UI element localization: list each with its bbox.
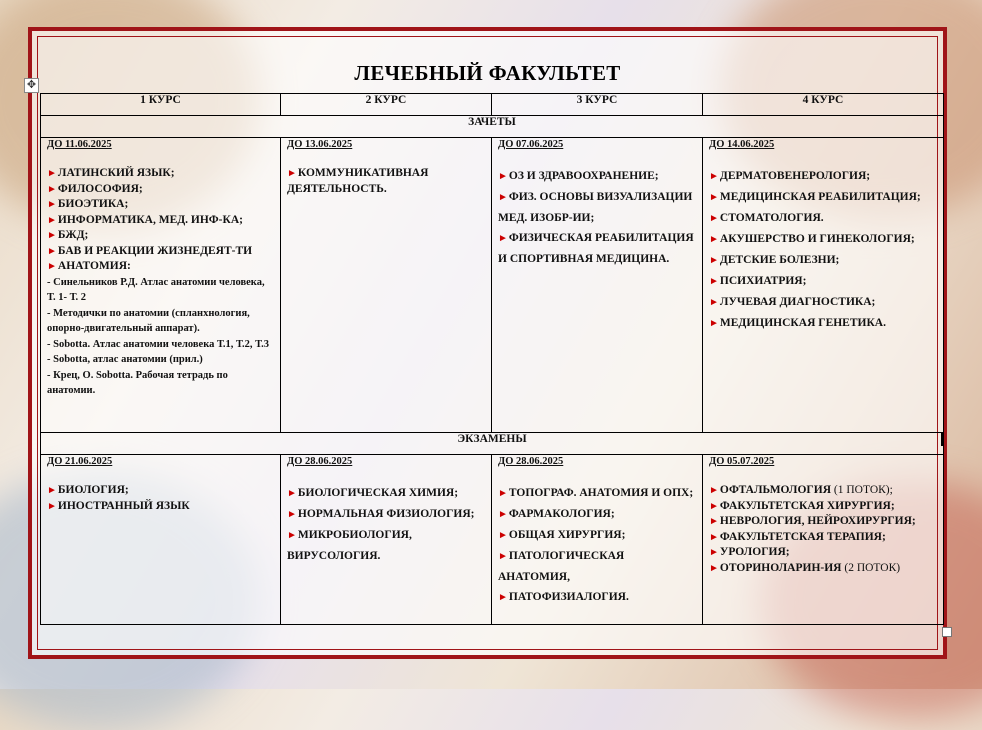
list-item (709, 499, 937, 515)
subject-name: АКУШЕРСТВО И ГИНЕКОЛОГИЯ; (719, 233, 915, 245)
subject-list (498, 483, 696, 608)
triangle-right-icon: ► (287, 509, 297, 520)
deadline-date: ДО 28.06.2025 (498, 456, 564, 467)
anatomy-reference: - Sobotta, атлас анатомии (прил.) (47, 354, 203, 365)
list-item (498, 525, 696, 546)
subject-name: ФИЛОСОФИЯ; (57, 182, 143, 195)
triangle-right-icon: ► (709, 531, 719, 543)
subject-name: БИОЭТИКА; (57, 198, 129, 210)
list-item (47, 483, 274, 499)
schedule-cell (703, 138, 944, 433)
triangle-right-icon: ► (498, 530, 508, 541)
list-item (709, 530, 937, 546)
list-item (287, 504, 485, 525)
subject-name: МИКРОБИОЛОГИЯ, ВИРУСОЛОГИЯ. (287, 529, 412, 562)
schedule-cell (41, 455, 281, 625)
list-item (47, 166, 274, 182)
list-item (287, 166, 485, 197)
subject-name: НЕВРОЛОГИЯ, НЕЙРОХИРУРГИЯ; (719, 515, 916, 527)
triangle-right-icon: ► (709, 255, 719, 266)
list-item (709, 250, 937, 271)
subject-name: МЕДИЦИНСКАЯ РЕАБИЛИТАЦИЯ; (719, 191, 921, 203)
list-item (47, 213, 274, 229)
subject-list (47, 483, 274, 514)
subject-name: ОФТАЛЬМОЛОГИЯ (719, 484, 832, 496)
subject-name: ДЕТСКИЕ БОЛЕЗНИ; (719, 254, 840, 266)
course-header-row (41, 94, 944, 116)
list-item (47, 182, 274, 198)
page-title: ЛЕЧЕБНЫЙ ФАКУЛЬТЕТ (354, 61, 621, 85)
exams-row (41, 455, 944, 625)
triangle-right-icon: ► (47, 230, 57, 241)
list-item (498, 587, 696, 608)
triangle-right-icon: ► (498, 171, 508, 182)
triangle-right-icon: ► (709, 213, 719, 224)
subject-name: ОТОРИНОЛАРИН-ИЯ (719, 561, 842, 574)
subject-name: МЕДИЦИНСКАЯ ГЕНЕТИКА. (719, 317, 886, 329)
subject-name: ДЕРМАТОВЕНЕРОЛОГИЯ; (719, 170, 871, 182)
list-item (47, 197, 274, 213)
subject-name: ЛАТИНСКИЙ ЯЗЫК; (57, 167, 175, 179)
move-icon[interactable]: ✥ (24, 78, 39, 93)
triangle-right-icon: ► (47, 183, 57, 195)
list-item (498, 166, 696, 187)
list-item (709, 292, 937, 313)
anatomy-reference: - Sobotta. Атлас анатомии человека Т.1, Т.2, Т.3 (47, 338, 269, 350)
section-title-credits: ЗАЧЕТЫ (41, 116, 944, 138)
list-item (287, 525, 485, 566)
subject-name: ФИЗИЧЕСКАЯ РЕАБИЛИТАЦИЯ И СПОРТИВНАЯ МЕДИЦИНА. (498, 232, 694, 265)
row-marker (941, 432, 943, 446)
triangle-right-icon: ► (498, 233, 508, 244)
triangle-right-icon: ► (498, 509, 508, 520)
subject-note: (1 ПОТОК); (831, 484, 893, 496)
list-item (498, 187, 696, 228)
subject-name: ПАТОФИЗИАЛОГИЯ. (508, 591, 629, 603)
subject-name: БАВ И РЕАКЦИИ ЖИЗНЕДЕЯТ-ТИ (57, 244, 253, 257)
subject-name: КОММУНИКАТИВНАЯ ДЕЯТЕЛЬНОСТЬ. (287, 167, 429, 195)
triangle-right-icon: ► (498, 551, 508, 562)
subject-list (709, 166, 937, 334)
subject-list (498, 166, 696, 269)
list-item (498, 483, 696, 504)
list-item (47, 244, 274, 260)
anatomy-reference: - Синельников Р.Д. Атлас анатомии человека, Т. 1- Т. 2 (47, 276, 265, 303)
anatomy-reference: - Методички по анатомии (спланхнология, опорно-двигательный аппарат). (47, 307, 250, 334)
triangle-right-icon: ► (709, 276, 719, 287)
triangle-right-icon: ► (709, 485, 719, 496)
triangle-right-icon: ► (498, 488, 508, 499)
section-row-exams (41, 433, 944, 455)
schedule-cell (703, 455, 944, 625)
list-item (709, 271, 937, 292)
schedule-cell (492, 455, 703, 625)
triangle-right-icon: ► (709, 192, 719, 203)
subject-name: УРОЛОГИЯ; (719, 546, 790, 558)
subject-name: ЛУЧЕВАЯ ДИАГНОСТИКА; (719, 296, 876, 308)
subject-name: ИНФОРМАТИКА, МЕД. ИНФ-КА; (57, 213, 243, 226)
subject-name: СТОМАТОЛОГИЯ. (719, 212, 824, 224)
subject-note: (2 ПОТОК) (841, 561, 901, 574)
subject-name: ПСИХИАТРИЯ; (719, 275, 807, 287)
triangle-right-icon: ► (47, 199, 57, 210)
credits-row (41, 138, 944, 433)
schedule-cell (41, 138, 281, 433)
triangle-right-icon: ► (709, 234, 719, 245)
list-item (47, 259, 274, 275)
triangle-right-icon: ► (709, 500, 719, 512)
list-item (498, 504, 696, 525)
list-item (47, 499, 274, 515)
deadline-date: ДО 14.06.2025 (709, 139, 775, 150)
course-header: 2 КУРС (281, 94, 492, 116)
subject-name: ФАКУЛЬТЕТСКАЯ ХИРУРГИЯ; (719, 499, 895, 512)
anatomy-reference: - Крец, О. Sobotta. Рабочая тетрадь по анатомии. (47, 369, 228, 396)
subject-name: ОЗ И ЗДРАВООХРАНЕНИЕ; (508, 170, 659, 182)
triangle-right-icon: ► (47, 214, 57, 226)
deadline-date: ДО 11.06.2025 (47, 139, 112, 150)
triangle-right-icon: ► (498, 192, 508, 203)
subject-name: БИОЛОГИЯ; (57, 484, 129, 496)
subject-name: ИНОСТРАННЫЙ ЯЗЫК (57, 499, 190, 512)
triangle-right-icon: ► (47, 245, 57, 257)
list-item (709, 545, 937, 561)
schedule-cell (492, 138, 703, 433)
triangle-right-icon: ► (47, 485, 57, 496)
resize-handle[interactable] (942, 627, 952, 637)
schedule-cell (281, 138, 492, 433)
list-item (498, 228, 696, 269)
list-item (709, 483, 937, 499)
triangle-right-icon: ► (709, 562, 719, 574)
list-item (47, 228, 274, 244)
list-item (709, 561, 937, 577)
triangle-right-icon: ► (709, 318, 719, 329)
list-item (709, 208, 937, 229)
triangle-right-icon: ► (709, 171, 719, 182)
schedule-table (40, 93, 944, 625)
list-item (709, 514, 937, 530)
triangle-right-icon: ► (47, 168, 57, 179)
triangle-right-icon: ► (498, 592, 508, 603)
triangle-right-icon: ► (709, 297, 719, 308)
list-item (709, 166, 937, 187)
subject-name: ОБЩАЯ ХИРУРГИЯ; (508, 529, 626, 541)
section-title-exams: ЭКЗАМЕНЫ (41, 433, 944, 455)
subject-name: ФАКУЛЬТЕТСКАЯ ТЕРАПИЯ; (719, 530, 886, 543)
subject-name: ТОПОГРАФ. АНАТОМИЯ И ОПХ; (508, 487, 694, 499)
deadline-date: ДО 28.06.2025 (287, 456, 353, 467)
list-item (709, 313, 937, 334)
triangle-right-icon: ► (709, 547, 719, 558)
list-item (498, 546, 696, 587)
schedule-cell (281, 455, 492, 625)
subject-name: НОРМАЛЬНАЯ ФИЗИОЛОГИЯ; (297, 508, 475, 520)
triangle-right-icon: ► (47, 261, 57, 272)
subject-list (287, 166, 485, 197)
list-item (287, 483, 485, 504)
subject-name: БИОЛОГИЧЕСКАЯ ХИМИЯ; (297, 487, 459, 499)
course-header: 1 КУРС (41, 94, 281, 116)
subject-list (709, 483, 937, 576)
list-item (709, 229, 937, 250)
deadline-date: ДО 05.07.2025 (709, 456, 775, 467)
subject-name: ФАРМАКОЛОГИЯ; (508, 508, 615, 520)
subject-list (287, 483, 485, 566)
triangle-right-icon: ► (287, 530, 297, 541)
course-header: 3 КУРС (492, 94, 703, 116)
subject-name: БЖД; (57, 229, 89, 241)
deadline-date: ДО 13.06.2025 (287, 139, 353, 150)
subject-name: ПАТОЛОГИЧЕСКАЯ АНАТОМИЯ, (498, 550, 625, 583)
list-item (709, 187, 937, 208)
triangle-right-icon: ► (47, 500, 57, 512)
deadline-date: ДО 21.06.2025 (47, 456, 113, 467)
deadline-date: ДО 07.06.2025 (498, 139, 564, 150)
subject-name: АНАТОМИЯ: (57, 260, 131, 272)
triangle-right-icon: ► (709, 516, 719, 527)
triangle-right-icon: ► (287, 168, 297, 179)
subject-list (47, 166, 274, 275)
section-row-credits (41, 116, 944, 138)
triangle-right-icon: ► (287, 488, 297, 499)
subject-name: ФИЗ. ОСНОВЫ ВИЗУАЛИЗАЦИИ МЕД. ИЗОБР-ИИ; (498, 191, 693, 224)
course-header: 4 КУРС (703, 94, 944, 116)
